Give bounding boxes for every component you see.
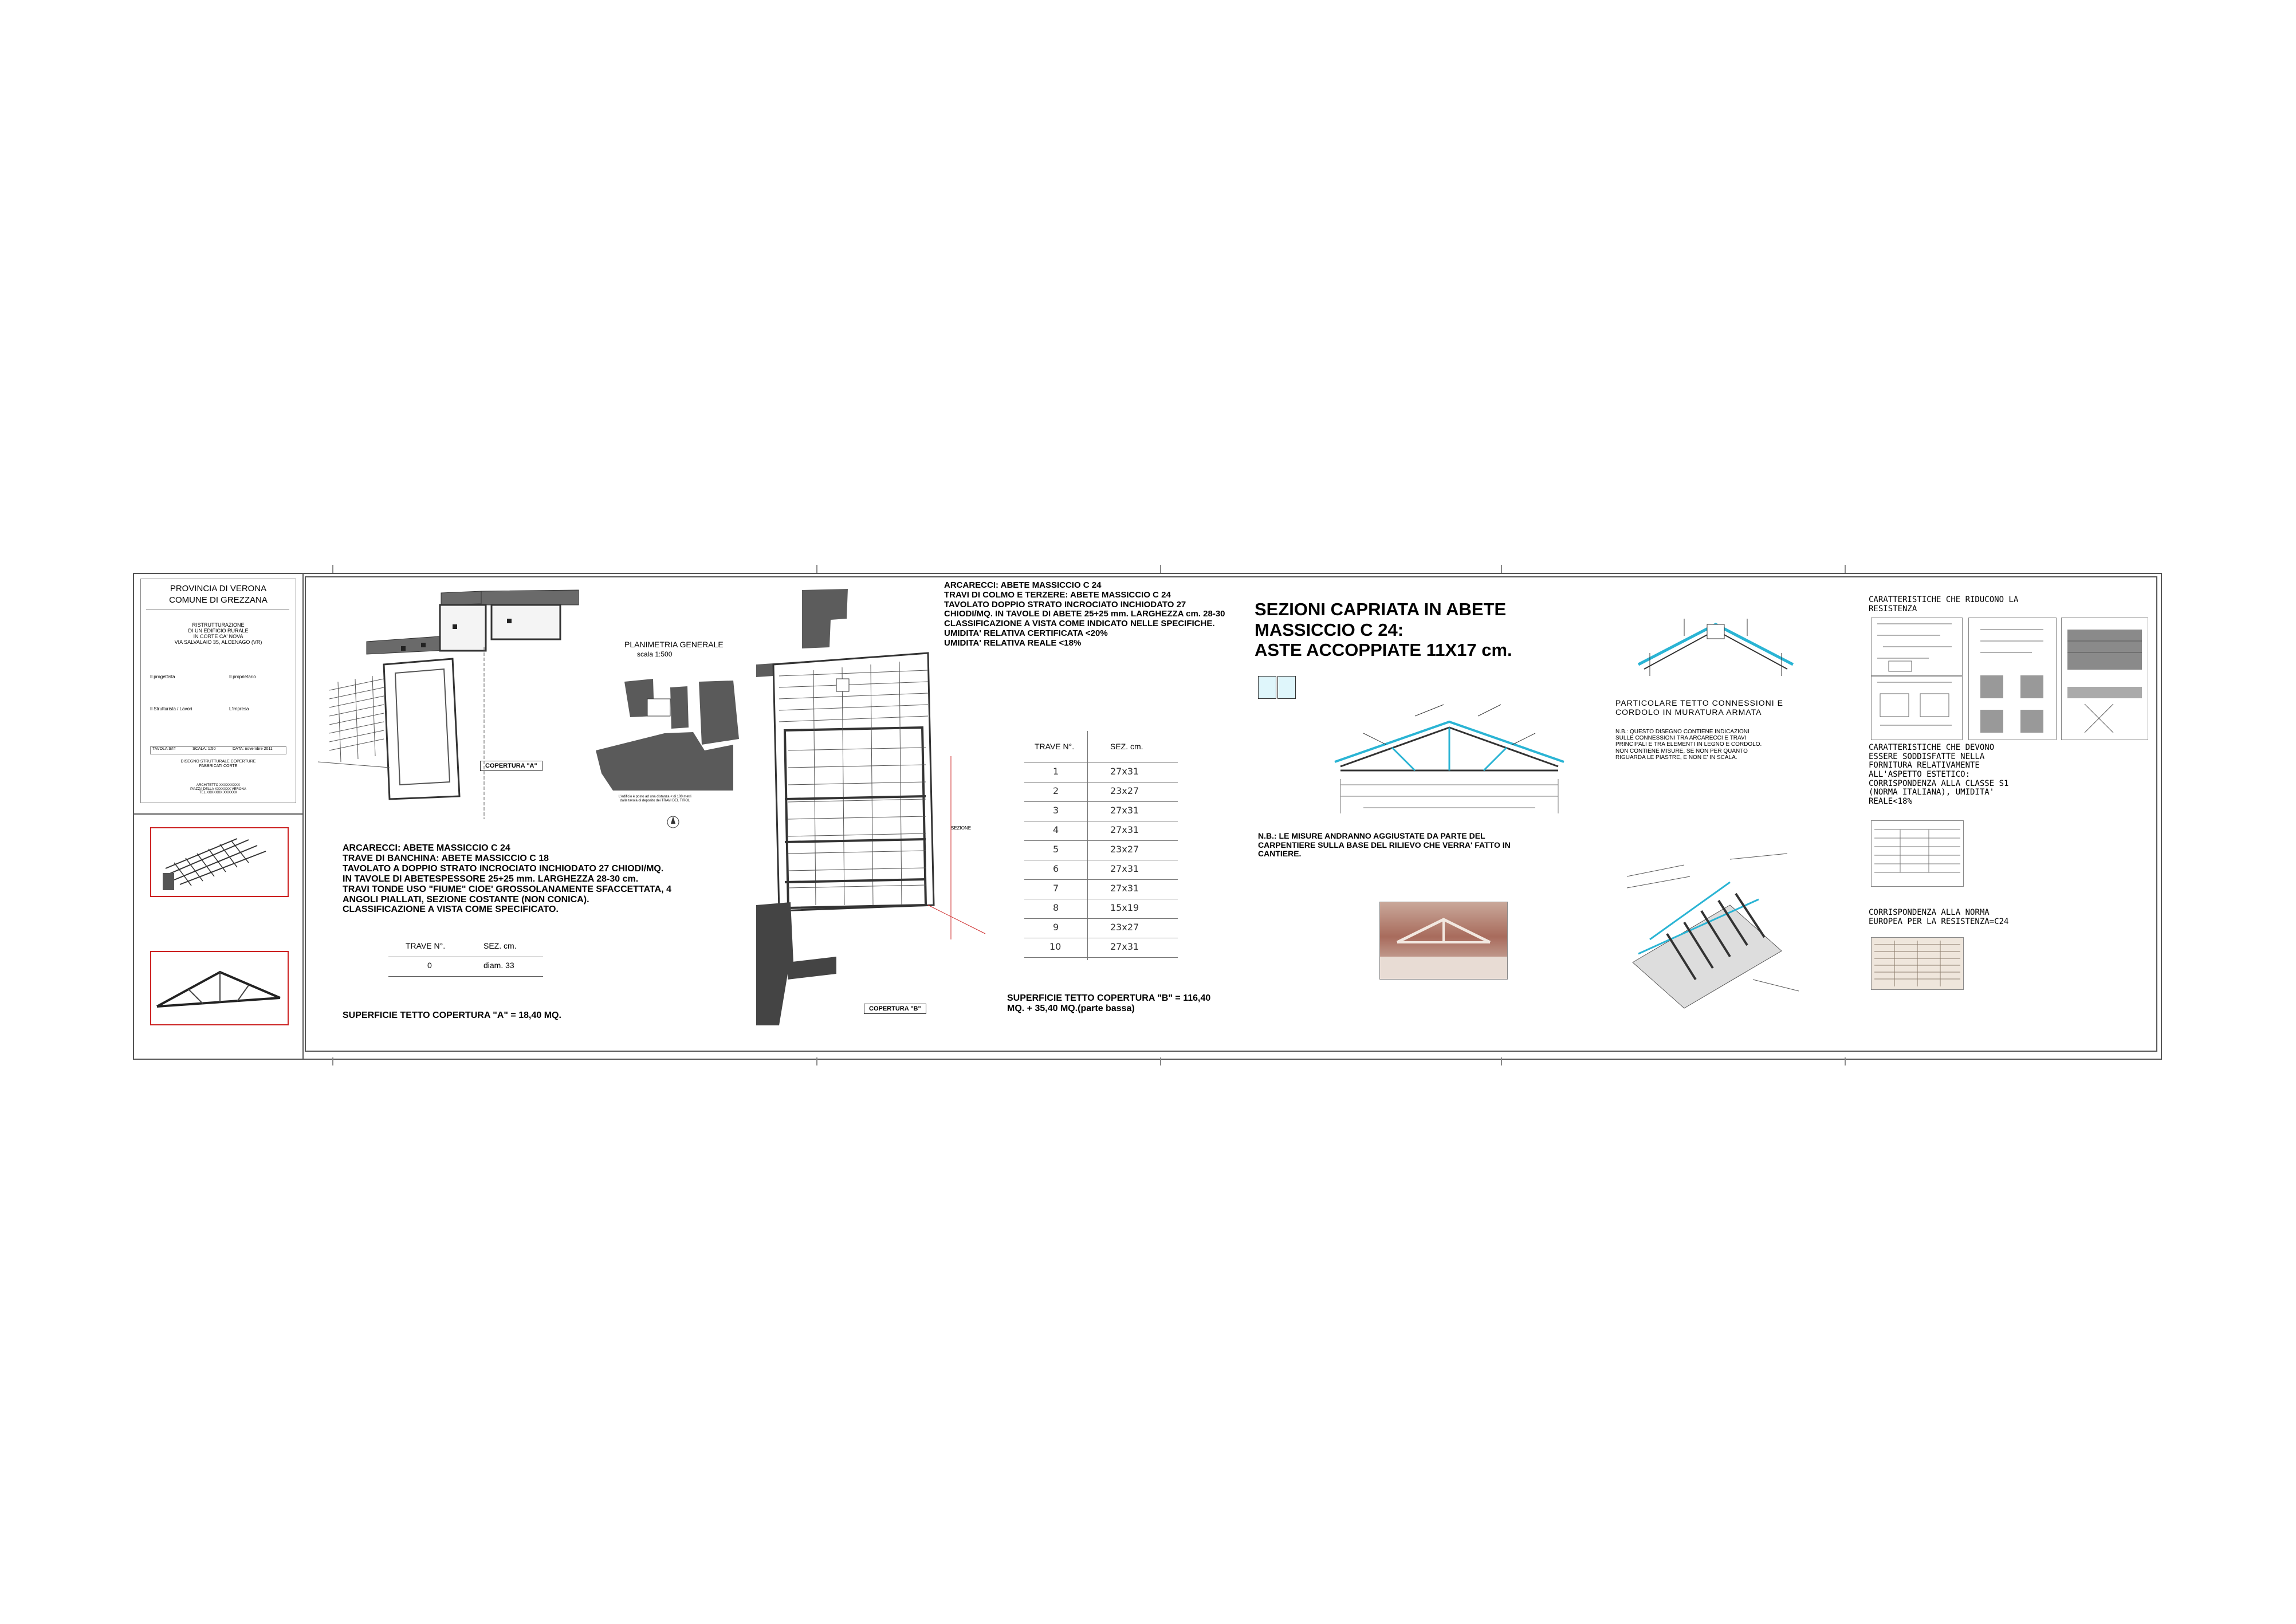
characteristics-reduce-diagram xyxy=(1871,676,1963,740)
table-row: 9 23x27 xyxy=(1024,919,1178,938)
planimetria-note: L'edificio è posto ad una distanza < di 100 metri dalla tavola di deposito dei TRAVI DEL TIROL xyxy=(619,795,691,803)
table-row: 10 27x31 xyxy=(1024,938,1178,958)
planimetria-scale: scala 1:500 xyxy=(637,650,673,658)
title-scala: SCALA: 1:50 xyxy=(192,747,216,751)
north-arrow-icon xyxy=(665,813,682,831)
table-row: 2 23x27 xyxy=(1024,782,1178,802)
truss-drawing xyxy=(1329,699,1570,831)
frame-tick xyxy=(1845,1057,1846,1065)
frame-tick xyxy=(1845,565,1846,573)
label-impresa: L'impresa xyxy=(229,706,249,711)
detail-top-drawing xyxy=(1627,601,1799,693)
truss-note: N.B.: LE MISURE ANDRANNO AGGIUSTATE DA PARTE DEL CARPENTIERE SULLA BASE DEL RILIEVO CHE VERRA' FATTO IN CANTIERE. xyxy=(1258,831,1511,859)
characteristics-euro-table xyxy=(1871,937,1964,990)
table-row: 8 15x19 xyxy=(1024,899,1178,919)
table-row: 7 27x31 xyxy=(1024,880,1178,899)
label-strutturista: Il Strutturista / Lavori xyxy=(150,706,192,711)
frame-tick xyxy=(332,565,333,573)
table-row: 6 27x31 xyxy=(1024,860,1178,880)
plan-a-table-cell: diam. 33 xyxy=(483,961,514,970)
truss-title: SEZIONI CAPRIATA IN ABETE MASSICCIO C 24: ASTE ACCOPPIATE 11X17 cm. xyxy=(1255,599,1512,660)
title-drawing-title: DISEGNO STRUTTURALE COPERTURE FABBRICATI CORTE xyxy=(180,760,256,768)
plan-b-sezione-label: SEZIONE xyxy=(951,825,972,831)
characteristics-euro-title: CORRISPONDENZA ALLA NORMA EUROPEA PER LA RESISTENZA=C24 xyxy=(1869,908,2009,926)
label-progettista: Il progettista xyxy=(150,674,175,679)
table-row: 1 27x31 xyxy=(1024,763,1178,782)
characteristics-reduce-diagram xyxy=(1871,618,1963,676)
title-province: PROVINCIA DI VERONA xyxy=(170,584,267,593)
title-comune: COMUNE DI GREZZANA xyxy=(169,595,268,605)
thumbnail-truss-3d xyxy=(150,951,289,1025)
table-row: 4 27x31 xyxy=(1024,821,1178,841)
plan-b-table xyxy=(1024,731,1178,960)
title-block-divider xyxy=(133,813,304,815)
planimetria-map xyxy=(590,664,756,791)
plan-b-superficie: SUPERFICIE TETTO COPERTURA "B" = 116,40 MQ. + 35,40 MQ.(parte bassa) xyxy=(1007,993,1211,1013)
frame-tick xyxy=(816,1057,817,1065)
plan-a-table-header-trave: TRAVE N°. xyxy=(406,941,446,950)
section-swatch-icon xyxy=(1277,676,1296,699)
plan-b-drawing xyxy=(756,584,997,1037)
frame-tick xyxy=(1501,1057,1502,1065)
label-proprietario: Il proprietario xyxy=(229,674,256,679)
planimetria-title: PLANIMETRIA GENERALE xyxy=(624,640,724,649)
plan-b-copertura-label: COPERTURA "B" xyxy=(864,1004,926,1014)
characteristics-reduce-wood-photos xyxy=(2061,618,2148,740)
title-data: DATA: novembre 2011 xyxy=(233,747,273,751)
frame-tick xyxy=(1501,565,1502,573)
title-block xyxy=(140,579,296,803)
plan-b-table-header-trave: TRAVE N°. xyxy=(1035,742,1075,751)
plan-a-drawing xyxy=(309,579,607,819)
plan-a-table xyxy=(388,937,543,977)
plan-a-table-header-sez: SEZ. cm. xyxy=(483,941,517,950)
left-column-divider xyxy=(302,573,304,1059)
characteristics-class-table xyxy=(1871,820,1964,887)
plan-a-table-cell: 0 xyxy=(427,961,432,970)
plan-b-specs: ARCARECCI: ABETE MASSICCIO C 24 TRAVI DI COLMO E TERZERE: ABETE MASSICCIO C 24 TAVOLATO DOPPIO STRATO INCROCIATO INCHIODATO 27 CHIODI/MQ. IN TAVOLE DI ABETE 25+25 mm. LARGHEZZA cm. 28-30 CLASSIFICAZIONE A VISTA COME INDICATO NELLE SPECIFICHE. UMIDITA' RELATIVA CERTIFICATA <20% UMIDITA' RELATIVA REALE <18% xyxy=(944,580,1225,648)
plan-a-specs: ARCARECCI: ABETE MASSICCIO C 24 TRAVE DI BANCHINA: ABETE MASSICCIO C 18 TAVOLATO A DOPPIO STRATO INCROCIATO INCHIODATO 27 CHIODI/MQ. IN TAVOLE DI ABETESPESSORE 25+25 mm. LARGHEZZA 28-30 cm. TRAVI TONDE USO "FIUME" CIOE' GROSSOLANAMENTE SFACCETTATA, 4 ANGOLI PIALLATI, SEZIONE COSTANTE (NON CONICA). CLASSIFICAZIONE A VISTA COME SPECIFICATO. xyxy=(343,843,671,915)
plan-a-copertura-label: COPERTURA "A" xyxy=(480,761,542,771)
plan-a-superficie: SUPERFICIE TETTO COPERTURA "A" = 18,40 MQ. xyxy=(343,1010,561,1020)
table-row: 5 23x27 xyxy=(1024,841,1178,860)
detail-axonometric-drawing xyxy=(1615,848,1810,1014)
detail-nb: N.B.: QUESTO DISEGNO CONTIENE INDICAZIONI SULLE CONNESSIONI TRA ARCARECCI E TRAVI PRINCIPALI E TRA ELEMENTI IN LEGNO E CORDOLO. NON CONTIENE MISURE, SE NON PER QUANTO RIGUARDA LE PIASTRE, E NON E' IN SCALA. xyxy=(1615,729,1762,761)
truss-photo xyxy=(1379,902,1508,980)
table-row: 3 27x31 xyxy=(1024,802,1178,821)
section-swatch-icon xyxy=(1258,676,1276,699)
frame-tick xyxy=(1160,1057,1161,1065)
frame-tick xyxy=(1160,565,1161,573)
characteristics-reduce-photos xyxy=(1968,618,2057,740)
frame-tick xyxy=(816,565,817,573)
title-tavola: TAVOLA S## xyxy=(152,747,176,751)
frame-tick xyxy=(332,1057,333,1065)
characteristics-reduce-title: CARATTERISTICHE CHE RIDUCONO LA RESISTENZA xyxy=(1869,595,2019,614)
detail-particolare: PARTICOLARE TETTO CONNESSIONI E CORDOLO IN MURATURA ARMATA xyxy=(1615,698,1783,717)
title-architect: ARCHITETTO XXXXXXXXX PIAZZA DELLA XXXXXXX VERONA TEL XXXXXXX XXXXXX xyxy=(190,784,246,795)
characteristics-must-title: CARATTERISTICHE CHE DEVONO ESSERE SODDISFATTE NELLA FORNITURA RELATIVAMENTE ALL'ASPETTO ESTETICO: CORRISPONDENZA ALLA CLASSE S1 (NORMA ITALIANA), UMIDITA' REALE<18% xyxy=(1869,743,2009,807)
thumbnail-roof-axonometric xyxy=(150,827,289,897)
title-project: RISTRUTTURAZIONE DI UN EDIFICIO RURALE IN CORTE CA' NOVA VIA SALVALAIO 35, ALCENAGO (VR) xyxy=(174,622,262,646)
plan-b-table-header-sez: SEZ. cm. xyxy=(1110,742,1143,751)
